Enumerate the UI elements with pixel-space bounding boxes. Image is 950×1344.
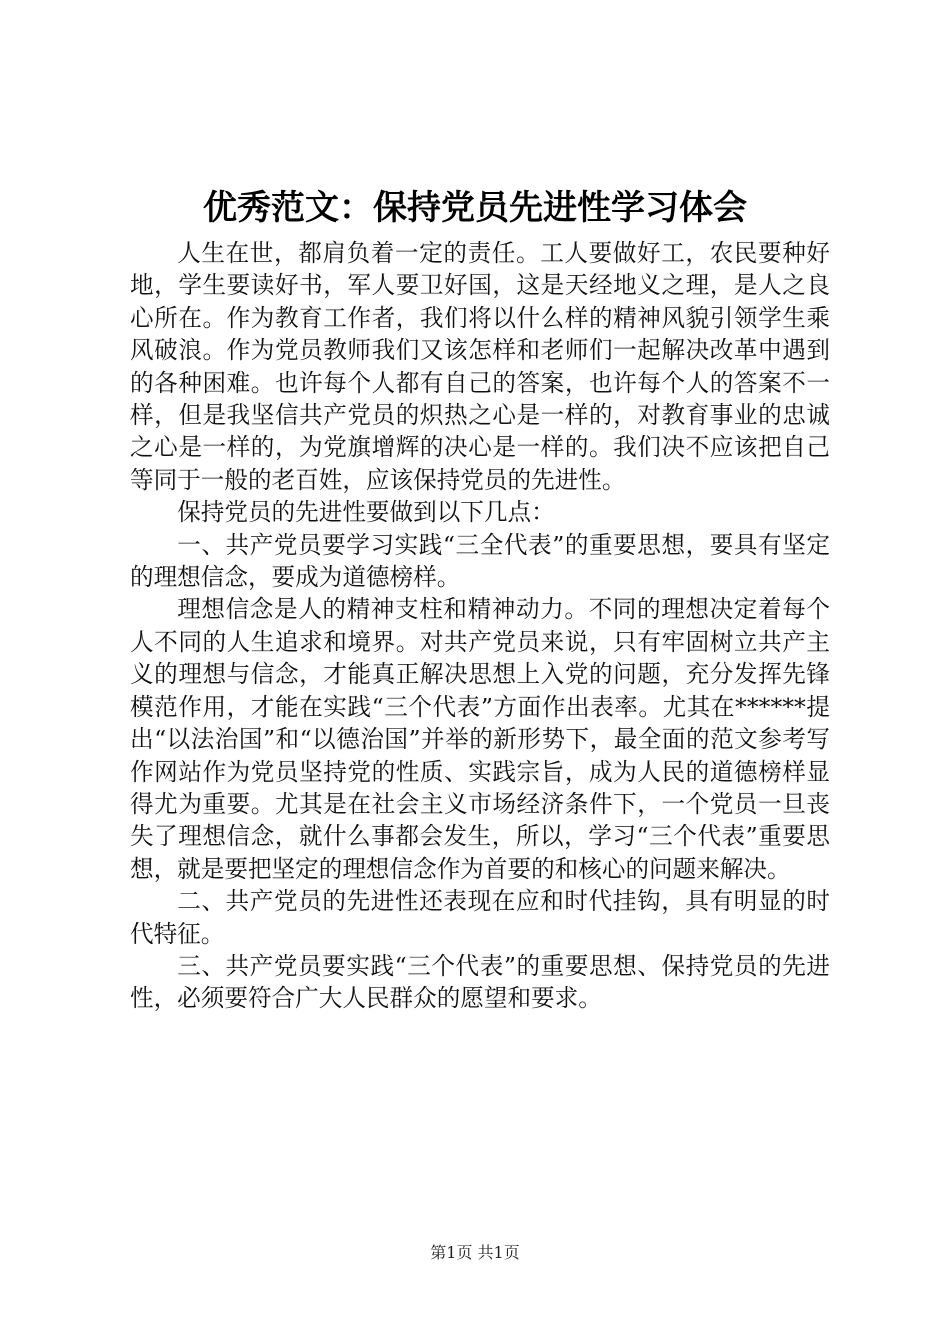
paragraph-point-one: 一、共产党员要学习实践“三全代表”的重要思想，要具有坚定的理想信念，要成为道德榜样。 — [130, 530, 830, 592]
document-body — [130, 237, 830, 1015]
paragraph-point-one-detail: 理想信念是人的精神支柱和精神动力。不同的理想决定着每个人不同的人生追求和境界。对共产党员来说，只有牢固树立共产主义的理想与信念，才能真正解决思想上入党的问题，充分发挥先锋模范作用，才能在实践“三个代表”方面作出表率。尤其在******提出“以法治国”和“以德治国”并举的新形势下，最全面的范文参考写作网站作为党员坚持党的性质、实践宗旨，成为人民的道德榜样显得尤为重要。尤其是在社会主义市场经济条件下，一个党员一旦丧失了理想信念，就什么事都会发生，所以，学习“三个代表”重要思想，就是要把坚定的理想信念作为首要的和核心的问题来解决。 — [130, 595, 830, 883]
paragraph-point-three: 三、共产党员要实践“三个代表”的重要思想、保持党员的先进性，必须要符合广大人民群众的愿望和要求。 — [130, 951, 830, 1013]
page-number-footer: 第1页 共1页 — [430, 1243, 520, 1262]
paragraph-point-two: 二、共产党员的先进性还表现在应和时代挂钩，具有明显的时代特征。 — [130, 887, 830, 948]
paragraph-intro: 人生在世，都肩负着一定的责任。工人要做好工，农民要种好地，学生要读好书，军人要卫好国，这是天经地义之理，是人之良心所在。作为教育工作者，我们将以什么样的精神风貌引领学生乘风破浪。作为党员教师我们又该怎样和老师们一起解决改革中遇到的各种困难。也许每个人都有自己的答案，也许每个人的答案不一样，但是我坚信共产党员的炽热之心是一样的，对教育事业的忠诚之心是一样的，为党旗增辉的决心是一样的。我们决不应该把自己等同于一般的老百姓，应该保持党员的先进性。 — [130, 239, 830, 494]
paragraph-points-heading: 保持党员的先进性要做到以下几点： — [177, 498, 555, 527]
document-title: 优秀范文：保持党员先进性学习体会 — [203, 188, 747, 228]
